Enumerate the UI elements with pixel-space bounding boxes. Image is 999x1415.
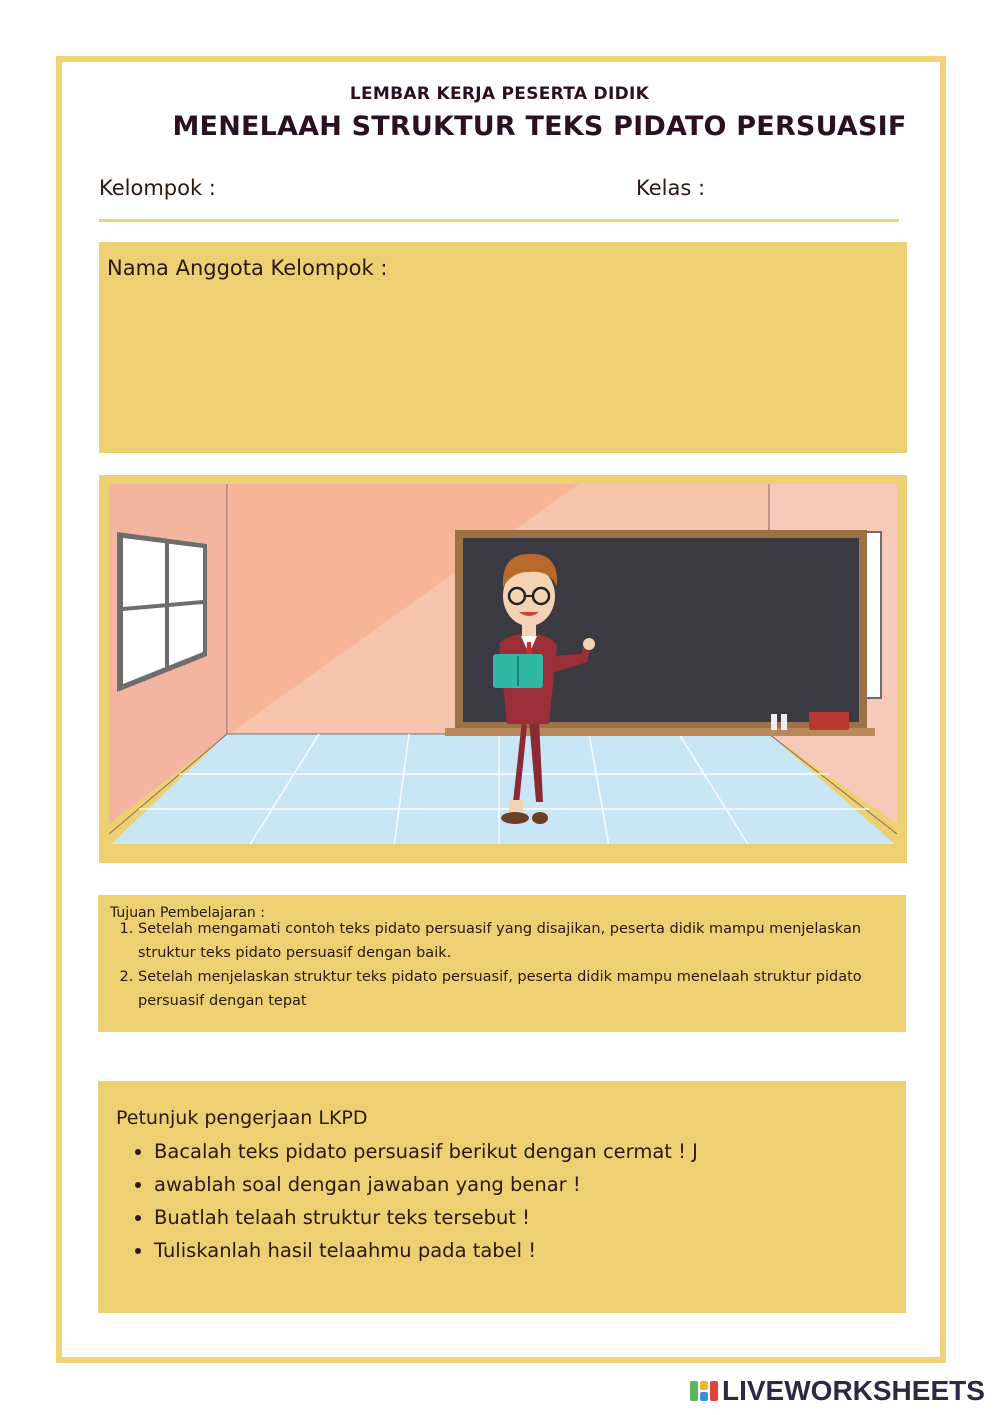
liveworksheets-logo-icon [690, 1377, 718, 1405]
brand-name: LIVEWORKSHEETS [722, 1375, 985, 1406]
learning-goal-item: 2. Setelah menjelaskan struktur teks pidato persuasif, peserta didik mampu menelaah struktur pidato persuasif dengan tepat [138, 965, 898, 1013]
worksheet-subtitle: LEMBAR KERJA PESERTA DIDIK [349, 84, 650, 104]
group-field-label: Kelompok : [99, 176, 216, 200]
instruction-item: • awablah soal dengan jawaban yang benar ! [154, 1168, 698, 1201]
group-members-label: Nama Anggota Kelompok : [107, 256, 388, 280]
instructions-label: Petunjuk pengerjaan LKPD [116, 1107, 368, 1129]
instruction-item: • Buatlah telaah struktur teks tersebut ! [154, 1201, 698, 1234]
instruction-item: • Bacalah teks pidato persuasif berikut dengan cermat ! J [154, 1135, 698, 1168]
instructions-box [98, 1081, 906, 1313]
teacher-in-classroom-illustration [109, 484, 897, 854]
instruction-item: • Tuliskanlah hasil telaahmu pada tabel ! [154, 1234, 698, 1267]
learning-goals-box [98, 895, 906, 1032]
class-field-label: Kelas : [636, 176, 706, 200]
liveworksheets-brand[interactable] [690, 1374, 995, 1408]
group-members-box[interactable] [99, 242, 907, 453]
illustration-frame [99, 475, 907, 863]
learning-goals-label: Tujuan Pembelajaran : [110, 905, 265, 921]
header-divider [99, 219, 899, 222]
learning-goal-item: 1. Setelah mengamati contoh teks pidato persuasif yang disajikan, peserta didik mampu menjelaskan struktur teks pidato persuasif dengan baik. [138, 917, 898, 965]
worksheet-title: MENELAAH STRUKTUR TEKS PIDATO PERSUASIF [172, 111, 907, 142]
